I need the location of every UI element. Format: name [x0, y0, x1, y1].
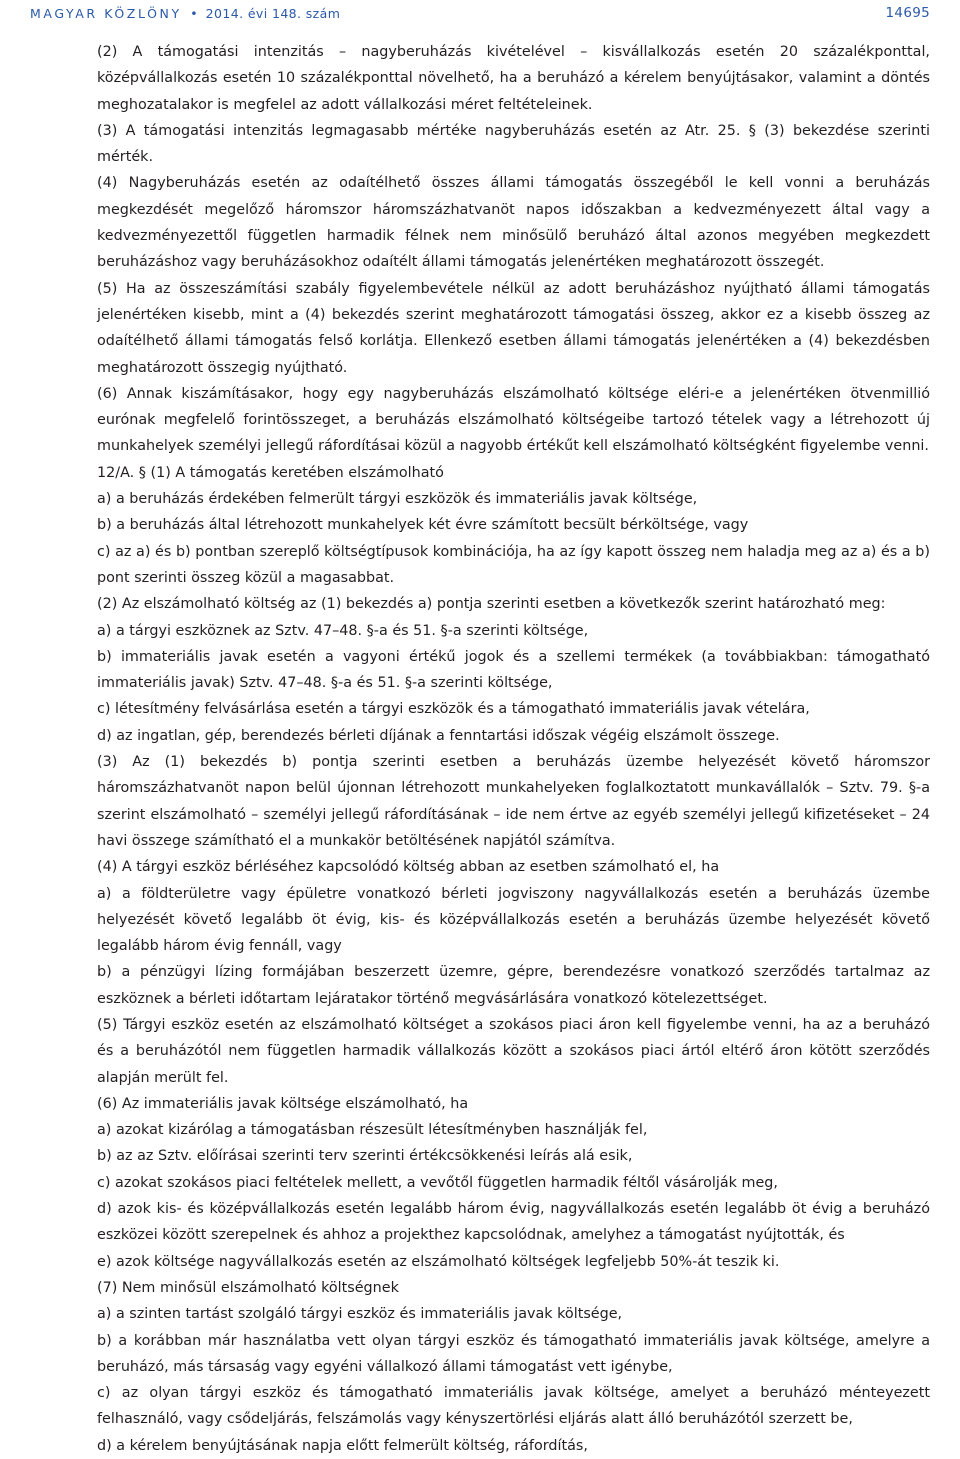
paragraph: a) a tárgyi eszköznek az Sztv. 47–48. §-a és 51. §-a szerinti költsége,: [97, 622, 589, 639]
publication-info: [30, 6, 340, 21]
paragraph: c) az olyan tárgyi eszköz és támogatható immateriális javak költsége, amelyet a beruházó ménteyezett felhasználó, vagy csődeljárás, felszámolás vagy kényszertörlési eljárás alatt álló beruházótól szerzett be,: [97, 1385, 930, 1428]
publication-title: MAGYAR KÖZLÖNY: [30, 5, 182, 21]
paragraph: b) a korábban már használatba vett olyan tárgyi eszköz és támogatható immateriális javak költsége, amelyre a beruházó, más társaság vagy egyéni vállalkozó állami támogatást vett igénybe,: [97, 1332, 930, 1375]
paragraph: b) a pénzügyi lízing formájában beszerzett üzemre, gépre, berendezésre vonatkozó szerződés tartalmaz az eszköznek a bérleti időtartam lejáratakor történő megvásárlására vonatkozó kötelezettséget.: [97, 964, 930, 1007]
paragraph: a) a szinten tartást szolgáló tárgyi eszköz és immateriális javak költsége,: [97, 1306, 623, 1323]
paragraph: d) azok kis- és középvállalkozás esetén legalább három évig, nagyvállalkozás esetén legalább öt évig a beruházó eszközei között szerepelnek és ahhoz a projekthez kapcsolódnak, amelyhez a támogatást nyújtották, és: [97, 1201, 930, 1244]
paragraph: b) az az Sztv. előírásai szerinti terv szerinti értékcsökkenési leírás alá esik,: [97, 1148, 633, 1165]
paragraph: c) az a) és b) pontban szereplő költségtípusok kombinációja, ha az így kapott összeg nem haladja meg az a) és a b) pont szerinti összeg közül a magasabbat.: [97, 543, 930, 586]
page-header: [30, 0, 930, 26]
paragraph: d) az ingatlan, gép, berendezés bérleti díjának a fenntartási időszak végéig elszámolt összege.: [97, 727, 780, 744]
paragraph: (5) Ha az összeszámítási szabály figyelembevétele nélkül az adott beruházáshoz nyújtható állami támogatás jelenértéken kisebb, mint a (4) bekezdés szerint meghatározott támogatási összeg, akkor ez a kisebb összeg az odaítélhető állami támogatás felső korlátja. Ellenkező esetben állami támogatás jelenértéken a (4) bekezdésben meghatározott összegig nyújtható.: [97, 280, 930, 376]
paragraph: (4) A tárgyi eszköz bérléséhez kapcsolódó költség abban az esetben számolható el, ha: [97, 859, 720, 876]
paragraph: (3) A támogatási intenzitás legmagasabb mértéke nagyberuházás esetén az Atr. 25. § (3) bekezdése szerinti mérték.: [97, 122, 930, 166]
paragraph: b) a beruházás által létrehozott munkahelyek két évre számított becsült bérköltsége, vagy: [97, 517, 749, 534]
paragraph: a) a földterületre vagy épületre vonatkozó bérleti jogviszony nagyvállalkozás esetén a beruházás üzembe helyezését követő legalább öt évig, kis- és középvállalkozás esetén a beruházás üzembe helyezését követő legalább három évig fennáll, vagy: [97, 885, 930, 955]
paragraph: a) azokat kizárólag a támogatásban részesült létesítményben használják fel,: [97, 1122, 648, 1139]
paragraph: (2) A támogatási intenzitás – nagyberuházás kivételével – kisvállalkozás esetén 20 százalékponttal, középvállalkozás esetén 10 százalékponttal növelhető, ha a beruházó a kérelem benyújtásakor, valamint a döntés meghozatalakor is megfelel az adott vállalkozási méret feltételeinek.: [97, 44, 930, 113]
paragraph: c) létesítmény felvásárlása esetén a tárgyi eszközök és a támogatható immateriális javak vételára,: [97, 701, 810, 718]
paragraph: (3) Az (1) bekezdés b) pontja szerinti esetben a beruházás üzembe helyezését követő háromszor háromszázhatvanöt napon belül újonnan létrehozott munkahelyeken foglalkoztatott munkavállalók – Sztv. 79. §-a szerint elszámolható – személyi jellegű ráfordításának – ide nem értve az egyéb személyi jellegű kifizetéseket – 24 havi összege számítható el a munkakör betöltésének napjától számítva.: [97, 754, 930, 849]
paragraph: e) azok költsége nagyvállalkozás esetén az elszámolható költségek legfeljebb 50%-át teszik ki.: [97, 1253, 780, 1270]
paragraph: a) a beruházás érdekében felmerült tárgyi eszközök és immateriális javak költsége,: [97, 491, 698, 508]
issue-number: 2014. évi 148. szám: [205, 5, 341, 21]
paragraph: 12/A. § (1) A támogatás keretében elszámolható: [97, 464, 444, 481]
paragraph: (2) Az elszámolható költség az (1) bekezdés a) pontja szerinti esetben a következők szerint határozható meg:: [97, 596, 886, 613]
document-body: [97, 39, 930, 1459]
paragraph: (7) Nem minősül elszámolható költségnek: [97, 1279, 399, 1296]
paragraph: (6) Az immateriális javak költsége elszámolható, ha: [97, 1095, 469, 1112]
paragraph: (4) Nagyberuházás esetén az odaítélhető összes állami támogatás összegéből le kell vonni a beruházás megkezdését megelőző háromszor háromszázhatvanöt napos időszakban a kedvezményezett által vagy a kedvezményezettől független harmadik félnek nem minősülő beruházó által azonos megyében megkezdett beruházáshoz vagy beruházásokhoz odaítélt állami támogatás jelenértéken meghatározott összegét.: [97, 175, 930, 271]
paragraph: b) immateriális javak esetén a vagyoni értékű jogok és a szellemi termékek (a továbbiakban: támogatható immateriális javak) Sztv. 47–48. §-a és 51. §-a szerinti költsége,: [97, 648, 930, 692]
page-number: 14695: [885, 5, 930, 21]
separator-bullet: •: [190, 5, 198, 21]
paragraph: (6) Annak kiszámításakor, hogy egy nagyberuházás elszámolható költsége eléri-e a jelenértéken ötvenmillió eurónak megfelelő forintösszeget, a beruházás elszámolható költségeibe tartozó tételek vagy a létrehozott új munkahelyek személyi jellegű ráfordításai közül a nagyobb értékűt kell elszámolható költségként figyelembe venni.: [97, 385, 930, 455]
paragraph: c) azokat szokásos piaci feltételek mellett, a vevőtől független harmadik féltől vásárolják meg,: [97, 1174, 778, 1191]
paragraph: (5) Tárgyi eszköz esetén az elszámolható költséget a szokásos piaci áron kell figyelembe venni, ha az a beruházó és a beruházótól nem független harmadik vállalkozás között a szokásos piaci ártól eltérő áron kötött szerződés alapján merült fel.: [97, 1016, 930, 1086]
paragraph: d) a kérelem benyújtásának napja előtt felmerült költség, ráfordítás,: [97, 1437, 588, 1454]
